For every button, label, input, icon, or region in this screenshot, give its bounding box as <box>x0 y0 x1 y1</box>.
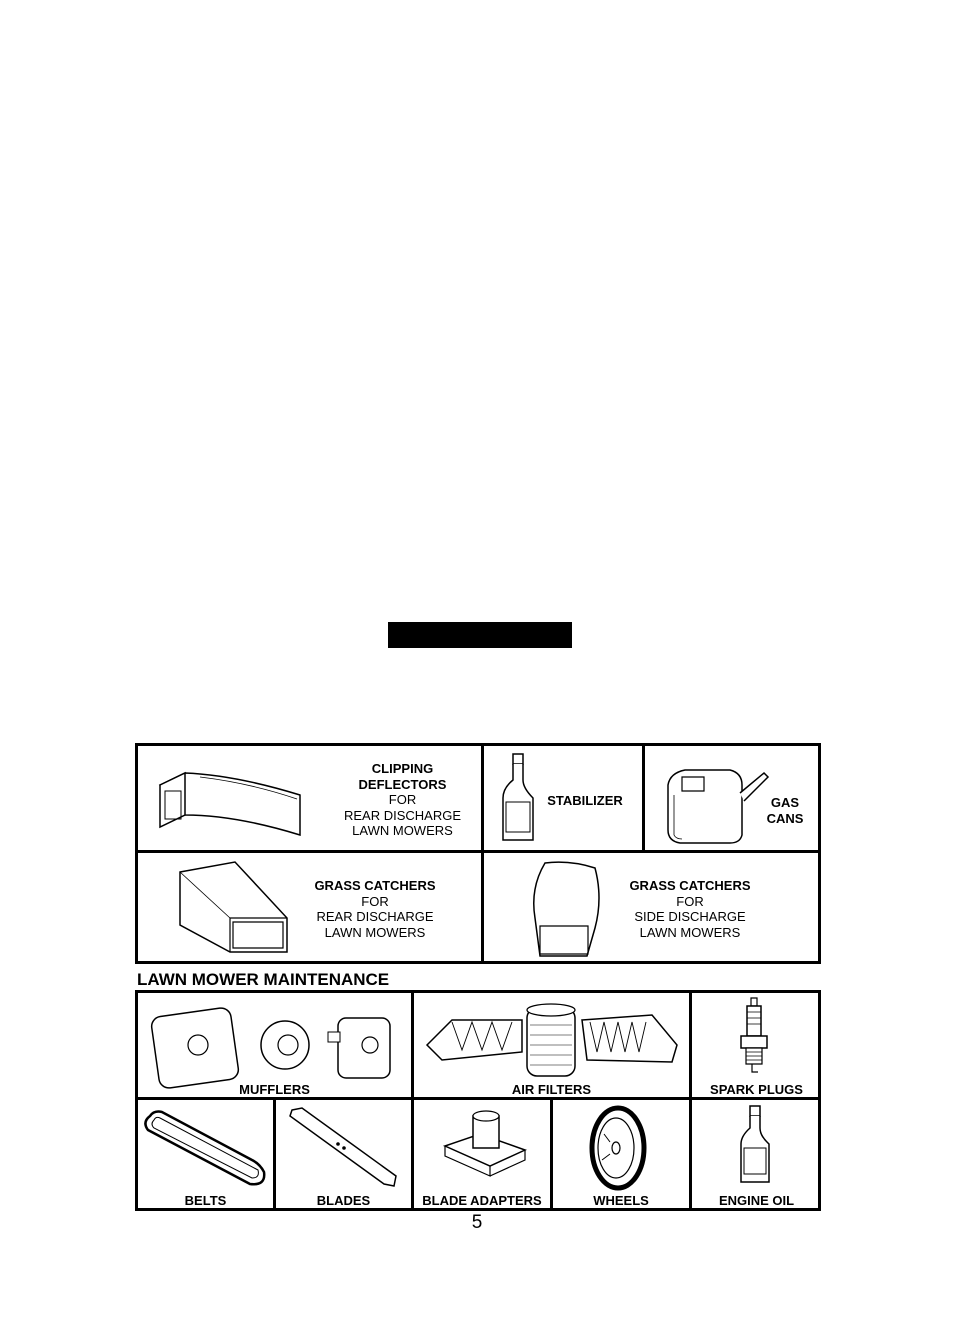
engine-oil-label: ENGINE OIL <box>718 1193 795 1208</box>
spark-plugs-label: SPARK PLUGS <box>710 1082 803 1097</box>
gas-cans-label <box>755 795 815 826</box>
accessories-row-divider <box>135 850 821 853</box>
maintenance-row-divider <box>135 1097 821 1100</box>
deflector-icon <box>155 765 305 835</box>
clipping-title-2: DEFLECTORS <box>358 776 447 792</box>
gas-cans-line-2: CANS <box>766 810 804 826</box>
stabilizer-label: STABILIZER <box>547 793 623 808</box>
maintenance-divider-2 <box>689 990 692 1211</box>
side-catcher-icon <box>525 858 605 958</box>
grass-rear-line-3: REAR DISCHARGE <box>316 909 434 924</box>
grass-side-line-2: FOR <box>676 893 704 909</box>
grass-rear-line-2: FOR <box>361 893 389 909</box>
belt-icon <box>140 1108 270 1188</box>
grass-side-line-1: GRASS CATCHERS <box>629 878 751 893</box>
page-number: 5 <box>471 1212 483 1233</box>
air-filters-label: AIR FILTERS <box>511 1082 592 1097</box>
blade-icon <box>288 1106 400 1188</box>
grass-side-line-4: LAWN MOWERS <box>639 924 741 940</box>
wheel-icon <box>588 1104 648 1192</box>
rear-catcher-icon <box>175 860 290 955</box>
grass-rear-line-4: LAWN MOWERS <box>324 924 426 940</box>
clipping-deflectors-label <box>320 761 485 839</box>
belts-label: BELTS <box>184 1193 227 1208</box>
mufflers-label: MUFFLERS <box>239 1082 310 1097</box>
blade-adapter-icon <box>440 1106 530 1184</box>
clipping-lawn: LAWN MOWERS <box>352 823 453 838</box>
redacted-heading-bar <box>388 622 572 648</box>
blades-label: BLADES <box>316 1193 371 1208</box>
muffler-icon <box>150 1000 400 1085</box>
oil-bottle-icon <box>738 1104 772 1186</box>
grass-side-label <box>610 878 770 940</box>
grass-side-line-3: SIDE DISCHARGE <box>634 909 746 924</box>
clipping-for: FOR <box>388 792 417 807</box>
clipping-rear: REAR DISCHARGE <box>343 807 462 823</box>
spark-plug-icon <box>738 996 770 1076</box>
clipping-title-1: CLIPPING <box>371 761 434 776</box>
maintenance-divider-1 <box>411 990 414 1211</box>
bottle-icon <box>500 752 536 844</box>
blade-adapters-label: BLADE ADAPTERS <box>422 1193 542 1208</box>
grass-rear-line-1: GRASS CATCHERS <box>314 878 436 893</box>
gas-cans-line-1: GAS <box>770 795 800 810</box>
accessories-divider-2 <box>642 743 645 852</box>
air-filter-icon <box>422 1000 680 1078</box>
gas-can-icon <box>660 755 770 845</box>
wheels-label: WHEELS <box>593 1193 649 1208</box>
grass-rear-label <box>295 878 455 940</box>
maintenance-title: LAWN MOWER MAINTENANCE <box>137 970 390 989</box>
